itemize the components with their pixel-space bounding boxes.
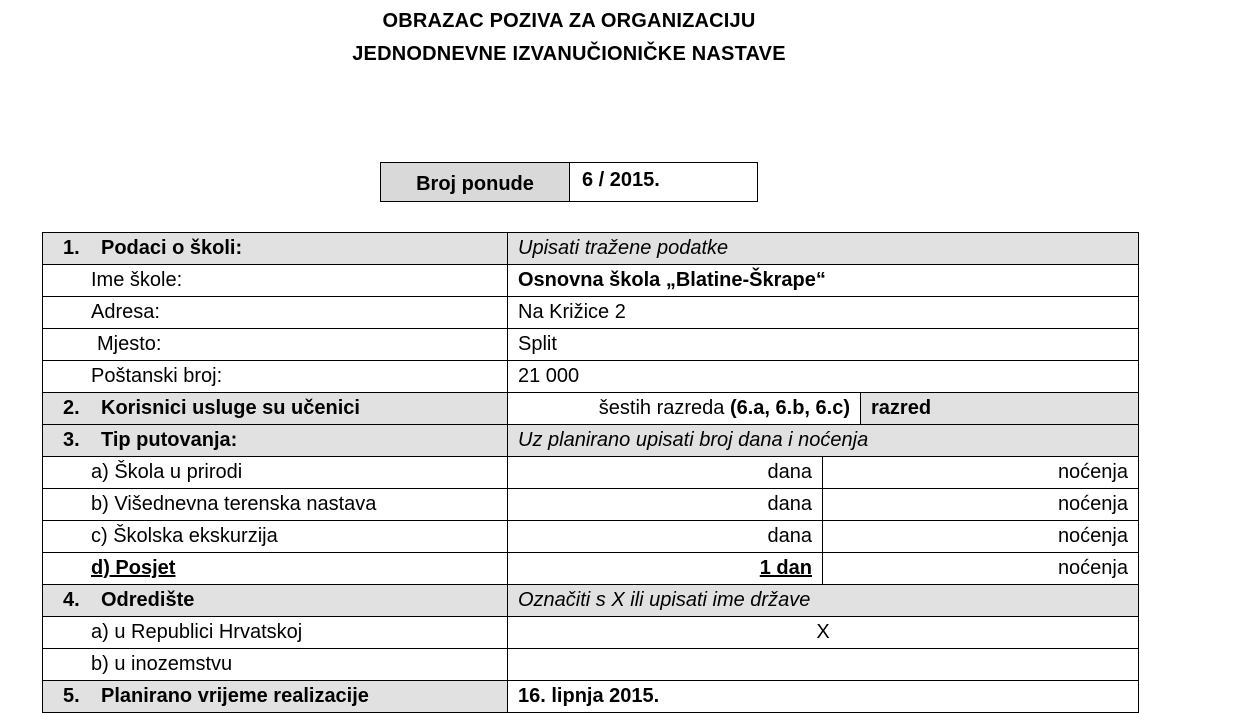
table-row bbox=[43, 489, 1139, 521]
section-number: 3. bbox=[63, 429, 80, 451]
offer-number-value: 6 / 2015. bbox=[582, 169, 660, 191]
section-number: 2. bbox=[63, 397, 80, 419]
table-row bbox=[43, 329, 1139, 361]
offer-form-table bbox=[42, 232, 1139, 713]
section-number: 1. bbox=[63, 237, 80, 259]
users-value-prefix: šestih razreda bbox=[598, 397, 730, 419]
field-label: Ime škole: bbox=[43, 265, 508, 297]
section-destination-header bbox=[43, 585, 1139, 617]
postal-code-value: 21 000 bbox=[508, 361, 1139, 393]
section-label: Planirano vrijeme realizacije bbox=[101, 685, 369, 707]
field-label: Mjesto: bbox=[43, 329, 508, 361]
table-row bbox=[43, 553, 1139, 585]
offer-number-label: Broj ponude bbox=[381, 163, 570, 201]
section-time-header bbox=[43, 681, 1139, 713]
trip-type-label: c) Školska ekskurzija bbox=[43, 521, 508, 553]
section-number: 5. bbox=[63, 685, 80, 707]
section-label: Odredište bbox=[101, 589, 195, 611]
nights-cell: noćenja bbox=[823, 489, 1139, 521]
trip-type-label: b) Višednevna terenska nastava bbox=[43, 489, 508, 521]
table-row bbox=[43, 457, 1139, 489]
destination-mark bbox=[508, 649, 1139, 681]
section-trip-type-header bbox=[43, 425, 1139, 457]
days-cell: dana bbox=[508, 521, 823, 553]
section-hint: Označiti s X ili upisati ime države bbox=[508, 585, 1139, 617]
table-row bbox=[43, 297, 1139, 329]
document-title-line-2: JEDNODNEVNE IZVANUČIONIČKE NASTAVE bbox=[352, 43, 786, 65]
table-row bbox=[43, 265, 1139, 297]
section-number: 4. bbox=[63, 589, 80, 611]
users-suffix: razred bbox=[861, 393, 1139, 425]
trip-type-label: d) Posjet bbox=[43, 553, 508, 585]
days-cell: dana bbox=[508, 457, 823, 489]
users-value bbox=[508, 393, 861, 425]
section-label: Korisnici usluge su učenici bbox=[101, 397, 360, 419]
offer-number-box bbox=[380, 162, 758, 202]
users-classes: (6.a, 6.b, 6.c) bbox=[729, 397, 850, 419]
section-label: Podaci o školi: bbox=[101, 237, 243, 259]
section-school-header bbox=[43, 233, 1139, 265]
section-hint: Upisati tražene podatke bbox=[508, 233, 1139, 265]
field-label: Poštanski broj: bbox=[43, 361, 508, 393]
table-row bbox=[43, 617, 1139, 649]
nights-cell: noćenja bbox=[823, 457, 1139, 489]
document-title-line-1: OBRAZAC POZIVA ZA ORGANIZACIJU bbox=[382, 10, 756, 32]
section-users-header bbox=[43, 393, 1139, 425]
days-cell: 1 dan bbox=[508, 553, 823, 585]
trip-type-label: a) Škola u prirodi bbox=[43, 457, 508, 489]
days-cell: dana bbox=[508, 489, 823, 521]
section-label: Tip putovanja: bbox=[101, 429, 238, 451]
table-row bbox=[43, 521, 1139, 553]
table-row bbox=[43, 649, 1139, 681]
destination-label: b) u inozemstvu bbox=[43, 649, 508, 681]
nights-cell: noćenja bbox=[823, 553, 1139, 585]
school-name-value: Osnovna škola „Blatine-Škrape“ bbox=[508, 265, 1139, 297]
section-hint: Uz planirano upisati broj dana i noćenja bbox=[508, 425, 1139, 457]
field-label: Adresa: bbox=[43, 297, 508, 329]
address-value: Na Križice 2 bbox=[508, 297, 1139, 329]
destination-label: a) u Republici Hrvatskoj bbox=[43, 617, 508, 649]
realization-date: 16. lipnja 2015. bbox=[508, 681, 1139, 713]
nights-cell: noćenja bbox=[823, 521, 1139, 553]
city-value: Split bbox=[508, 329, 1139, 361]
destination-mark: X bbox=[508, 617, 1139, 649]
table-row bbox=[43, 361, 1139, 393]
